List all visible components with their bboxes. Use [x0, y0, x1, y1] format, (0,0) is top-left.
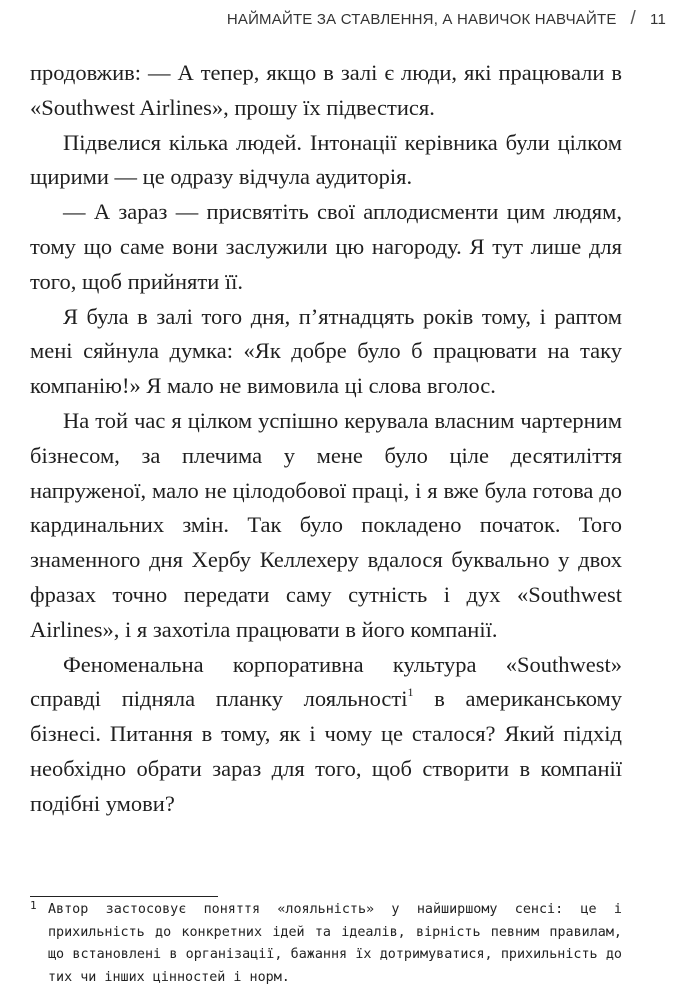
- body-text: [30, 56, 622, 822]
- running-header: [227, 8, 666, 30]
- paragraph: На той час я цілком успішно керувала власним чартерним бізнесом, за плечима у мене було ціле десятиліття напруженої, мало не цілодобової праці, і я вже була готова до кардинальних змін. Так було покладено початок. Того знаменного дня Хербу Келлехеру вдалося буквально у двох фразах точно передати саму сутність і дух «Southwest Airlines», і я захотіла працювати в його компанії.: [30, 407, 622, 642]
- footnote-reference: 1: [407, 685, 414, 700]
- paragraph: продовжив: — А тепер, якщо в залі є люди, які працювали в «Southwest Airlines», прошу їх підвестися.: [30, 60, 622, 120]
- paragraph: [30, 648, 622, 822]
- paragraph: Підвелися кілька людей. Інтонації керівника були цілком щирими — це одразу відчула аудиторія.: [30, 129, 622, 190]
- page-number: 11: [650, 10, 666, 28]
- paragraph: Я була в залі того дня, п’ятнадцять років тому, і раптом мені сяйнула думка: «Як добре було б працювати на таку компанію!» Я мало не вимовила ці слова вголос.: [30, 303, 622, 399]
- footnote-text: Автор застосовує поняття «лояльність» у найширшому сенсі: це і прихильність до конкретних ідей та ідеалів, вірність певним правилам, що встановлені в організації, бажання їх дотримуватися, прихильність до тих чи інших цінностей і норм.: [48, 902, 622, 985]
- footnote-divider: [30, 896, 218, 897]
- paragraph: — А зараз — присвятіть свої аплодисменти цим людям, тому що саме вони заслужили цю нагороду. Я тут лише для того, щоб прийняти її.: [30, 199, 622, 294]
- header-separator: /: [630, 8, 637, 29]
- footnote-number: 1: [30, 899, 37, 912]
- footnote: [30, 899, 622, 989]
- paragraph-text: Феноменальна корпоративна культура «Southwest» справді підняла планку лояльності: [30, 651, 622, 712]
- running-title: НАЙМАЙТЕ ЗА СТАВЛЕННЯ, А НАВИЧОК НАВЧАЙТЕ: [226, 10, 617, 28]
- paragraph-text: в американському бізнесі. Питання в тому, як і чому це сталося? Який підхід необхідно обрати зараз для того, щоб створити в компанії подібні умови?: [30, 686, 623, 816]
